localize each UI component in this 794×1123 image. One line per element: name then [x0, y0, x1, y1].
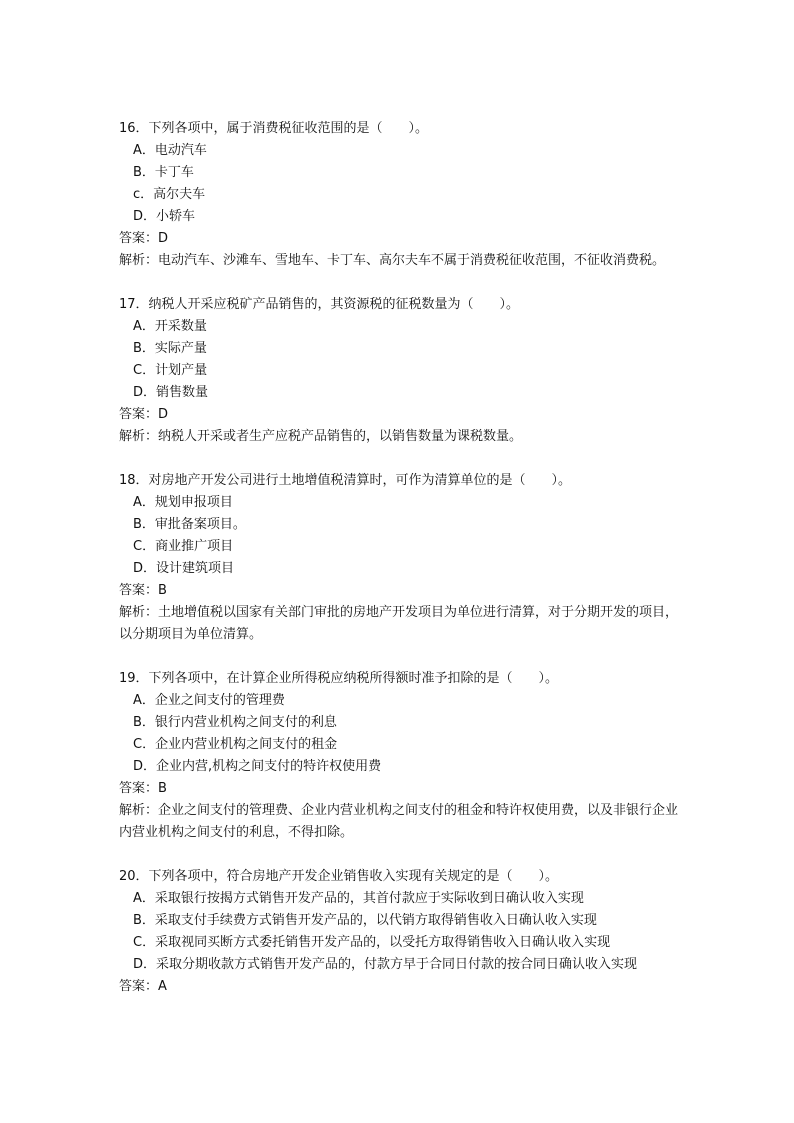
question-16: [119, 118, 679, 272]
option-d: D．销售数量: [133, 385, 209, 400]
option-d: D．设计建筑项目: [133, 561, 235, 576]
answer-line: 答案：D: [119, 407, 169, 422]
option-c: C．商业推广项目: [133, 539, 234, 554]
answer-line: 答案：D: [119, 231, 169, 246]
answer-line: 答案：B: [119, 583, 167, 598]
question-stem: 18．对房地产开发公司进行土地增值税清算时，可作为清算单位的是（ ）。: [119, 473, 572, 488]
option-a: A．开采数量: [133, 319, 207, 334]
analysis-text: 解析：土地增值税以国家有关部门审批的房地产开发项目为单位进行清算，对于分期开发的项目，以分期项目为单位清算。: [119, 605, 679, 642]
question-18: [119, 470, 679, 646]
option-d: D．企业内营,机构之间支付的特许权使用费: [133, 759, 382, 774]
option-a: A．采取银行按揭方式销售开发产品的，其首付款应于实际收到日确认收入实现: [133, 891, 584, 906]
analysis-text: 解析：纳税人开采或者生产应税产品销售的，以销售数量为课税数量。: [119, 429, 523, 444]
option-b: B．采取支付手续费方式销售开发产品的，以代销方取得销售收入日确认收入实现: [133, 913, 597, 928]
option-c: C．企业内营业机构之间支付的租金: [133, 737, 338, 752]
analysis-text: 解析：电动汽车、沙滩车、雪地车、卡丁车、高尔夫车不属于消费税征收范围，不征收消费税。: [119, 253, 666, 268]
option-b: B．审批备案项目。: [133, 517, 246, 532]
option-d: D．小轿车: [133, 209, 196, 224]
option-c: c．高尔夫车: [133, 187, 206, 202]
option-b: B．银行内营业机构之间支付的利息: [133, 715, 337, 730]
question-stem: 17．纳税人开采应税矿产品销售的，其资源税的征税数量为（ ）。: [119, 297, 520, 312]
question-19: [119, 668, 679, 844]
analysis-text: 解析：企业之间支付的管理费、企业内营业机构之间支付的租金和特许权使用费，以及非银行企业内营业机构之间支付的利息，不得扣除。: [119, 803, 679, 840]
question-stem: 20．下列各项中，符合房地产开发企业销售收入实现有关规定的是（ ）。: [119, 869, 559, 884]
question-17: [119, 294, 679, 448]
answer-line: 答案：A: [119, 979, 167, 994]
question-stem: 16．下列各项中，属于消费税征收范围的是（ ）。: [119, 121, 429, 136]
option-c: C．计划产量: [133, 363, 208, 378]
answer-line: 答案：B: [119, 781, 167, 796]
question-stem: 19．下列各项中，在计算企业所得税应纳税所得额时准予扣除的是（ ）。: [119, 671, 559, 686]
option-d: D．采取分期收款方式销售开发产品的，付款方早于合同日付款的按合同日确认收入实现: [133, 957, 638, 972]
option-b: B．卡丁车: [133, 165, 194, 180]
option-a: A．电动汽车: [133, 143, 207, 158]
question-list: [119, 118, 679, 1020]
question-20: [119, 866, 679, 998]
option-b: B．实际产量: [133, 341, 207, 356]
option-a: A．企业之间支付的管理费: [133, 693, 285, 708]
option-a: A．规划申报项目: [133, 495, 233, 510]
option-c: C．采取视同买断方式委托销售开发产品的，以受托方取得销售收入日确认收入实现: [133, 935, 611, 950]
